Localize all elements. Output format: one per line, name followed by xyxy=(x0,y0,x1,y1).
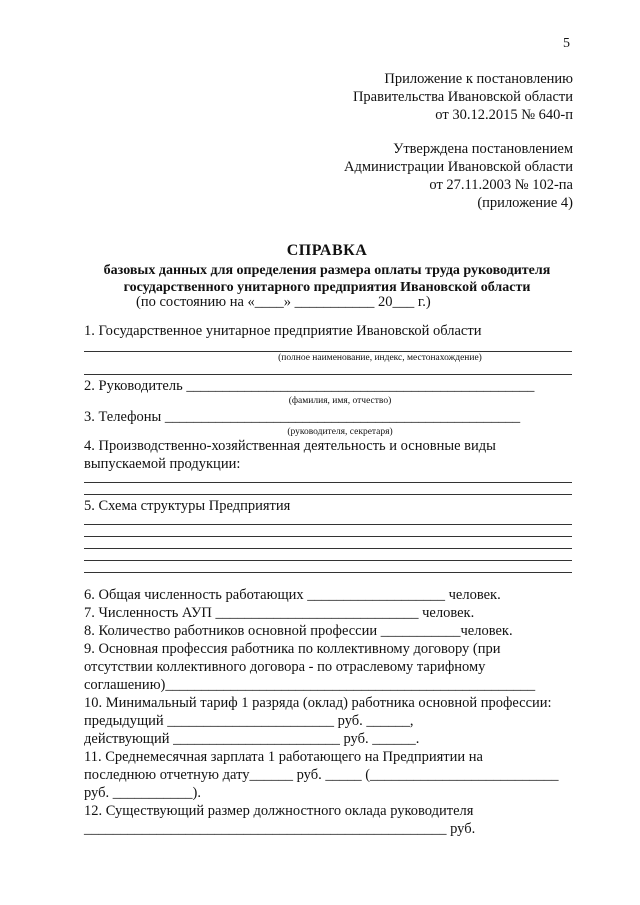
item-1-label: 1. Государственное унитарное предприятие Ивановской области xyxy=(84,323,482,339)
item-9-label: 9. Основная профессия работника по коллективному договору (при xyxy=(84,641,501,657)
item-4-label: выпускаемой продукции: xyxy=(84,456,241,472)
fill-line xyxy=(84,482,572,483)
attachment-line: Приложение к постановлению xyxy=(384,71,573,87)
item-11-label: руб. ___________). xyxy=(84,785,201,801)
attachment-block xyxy=(353,70,573,124)
attachment-line: Правительства Ивановской области xyxy=(352,89,573,105)
item-11-label: последнюю отчетную дату______ руб. _____ (__________________________ xyxy=(84,767,559,783)
fill-line xyxy=(84,572,572,573)
as-of-date-line: (по состоянию на «____» ___________ 20___ г.) xyxy=(136,294,431,310)
fill-line xyxy=(84,524,572,525)
item-9-label: соглашению)___________________________________________________ xyxy=(84,677,536,693)
document-subtitle xyxy=(80,262,574,296)
item-2-caption: (фамилия, имя, отчество) xyxy=(288,396,392,406)
item-10-label: действующий _______________________ руб. ______. xyxy=(84,731,420,747)
item-9-label: отсутствии коллективного договора - по отраслевому тарифному xyxy=(84,659,486,675)
approval-line: Администрации Ивановской области xyxy=(343,159,573,175)
item-12-label: __________________________________________________ руб. xyxy=(84,821,476,837)
item-8-label: 8. Количество работников основной профессии ___________человек. xyxy=(84,623,513,639)
item-3-label: 3. Телефоны _________________________________________________ xyxy=(84,409,521,425)
item-4-label: 4. Производственно-хозяйственная деятельность и основные виды xyxy=(84,438,496,454)
subtitle-line: базовых данных для определения размера оплаты труда руководителя xyxy=(103,263,551,278)
item-11-label: 11. Среднемесячная зарплата 1 работающего на Предприятии на xyxy=(84,749,483,765)
fill-line xyxy=(84,548,572,549)
fill-line xyxy=(84,494,572,495)
item-7-label: 7. Численность АУП ____________________________ человек. xyxy=(84,605,475,621)
item-10-label: 10. Минимальный тариф 1 разряда (оклад) работника основной профессии: xyxy=(84,695,552,711)
item-6-label: 6. Общая численность работающих ___________________ человек. xyxy=(84,587,501,603)
document-title: СПРАВКА xyxy=(286,242,368,259)
page-number: 5 xyxy=(563,36,570,51)
attachment-line: от 30.12.2015 № 640-п xyxy=(435,107,573,123)
fill-line xyxy=(84,536,572,537)
item-2-label: 2. Руководитель ________________________________________________ xyxy=(84,378,535,394)
approval-line: Утверждена постановлением xyxy=(393,141,573,157)
fill-line xyxy=(84,374,572,375)
item-1-caption: (полное наименование, индекс, местонахождение) xyxy=(278,353,482,363)
fill-line xyxy=(84,560,572,561)
item-12-label: 12. Существующий размер должностного оклада руководителя xyxy=(84,803,474,819)
approval-block xyxy=(344,140,573,212)
subtitle-line: государственного унитарного предприятия Ивановской области xyxy=(123,280,531,295)
item-5-label: 5. Схема структуры Предприятия xyxy=(84,498,291,514)
fill-line xyxy=(84,351,572,352)
approval-line: (приложение 4) xyxy=(477,195,573,211)
approval-line: от 27.11.2003 № 102-па xyxy=(429,177,573,193)
item-10-label: предыдущий _______________________ руб. ______, xyxy=(84,713,414,729)
item-3-caption: (руководителя, секретаря) xyxy=(287,427,393,437)
